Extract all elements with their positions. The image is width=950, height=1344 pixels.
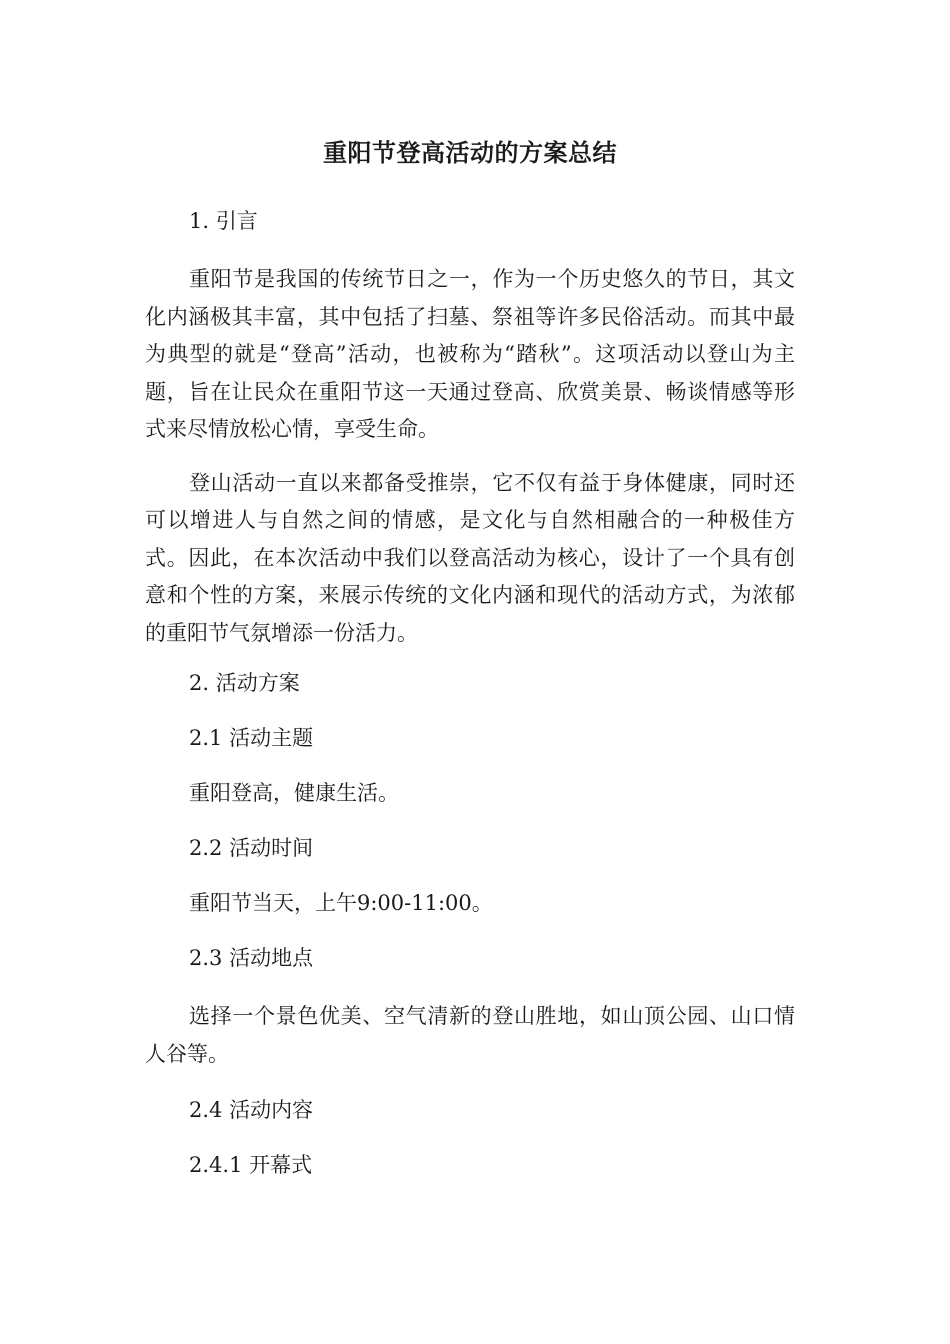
paragraph-theme: 重阳登高，健康生活。 bbox=[189, 781, 399, 805]
paragraph-introduction-2: 登山活动一直以来都备受推崇，它不仅有益于身体健康，同时还可以增进人与自然之间的情感，是文化与自然相融合的一种极佳方式。因此，在本次活动中我们以登高活动为核心，设计了一个具有创意和个性的方案，来展示传统的文化内涵和现代的活动方式，为浓郁的重阳节气氛增添一份活力。 bbox=[145, 470, 795, 645]
subsection-heading-opening-ceremony: 2.4.1 开幕式 bbox=[189, 1153, 313, 1177]
section-heading-activity-plan: 2. 活动方案 bbox=[189, 671, 300, 695]
paragraph-time: 重阳节当天，上午9:00-11:00。 bbox=[189, 891, 493, 915]
subsection-heading-location: 2.3 活动地点 bbox=[189, 946, 314, 970]
subsection-heading-content: 2.4 活动内容 bbox=[189, 1098, 314, 1122]
subsection-heading-time: 2.2 活动时间 bbox=[189, 836, 314, 860]
document-title: 重阳节登高活动的方案总结 bbox=[323, 139, 617, 167]
document-body bbox=[145, 136, 795, 1205]
subsection-heading-theme: 2.1 活动主题 bbox=[189, 726, 314, 750]
paragraph-location: 选择一个景色优美、空气清新的登山胜地，如山顶公园、山口情人谷等。 bbox=[145, 1004, 795, 1066]
section-heading-introduction: 1. 引言 bbox=[189, 209, 258, 233]
paragraph-introduction-1: 重阳节是我国的传统节日之一，作为一个历史悠久的节日，其文化内涵极其丰富，其中包括了扫墓、祭祖等许多民俗活动。而其中最为典型的就是“登高”活动，也被称为“踏秋”。这项活动以登山为主题，旨在让民众在重阳节这一天通过登高、欣赏美景、畅谈情感等形式来尽情放松心情，享受生命。 bbox=[145, 267, 795, 441]
